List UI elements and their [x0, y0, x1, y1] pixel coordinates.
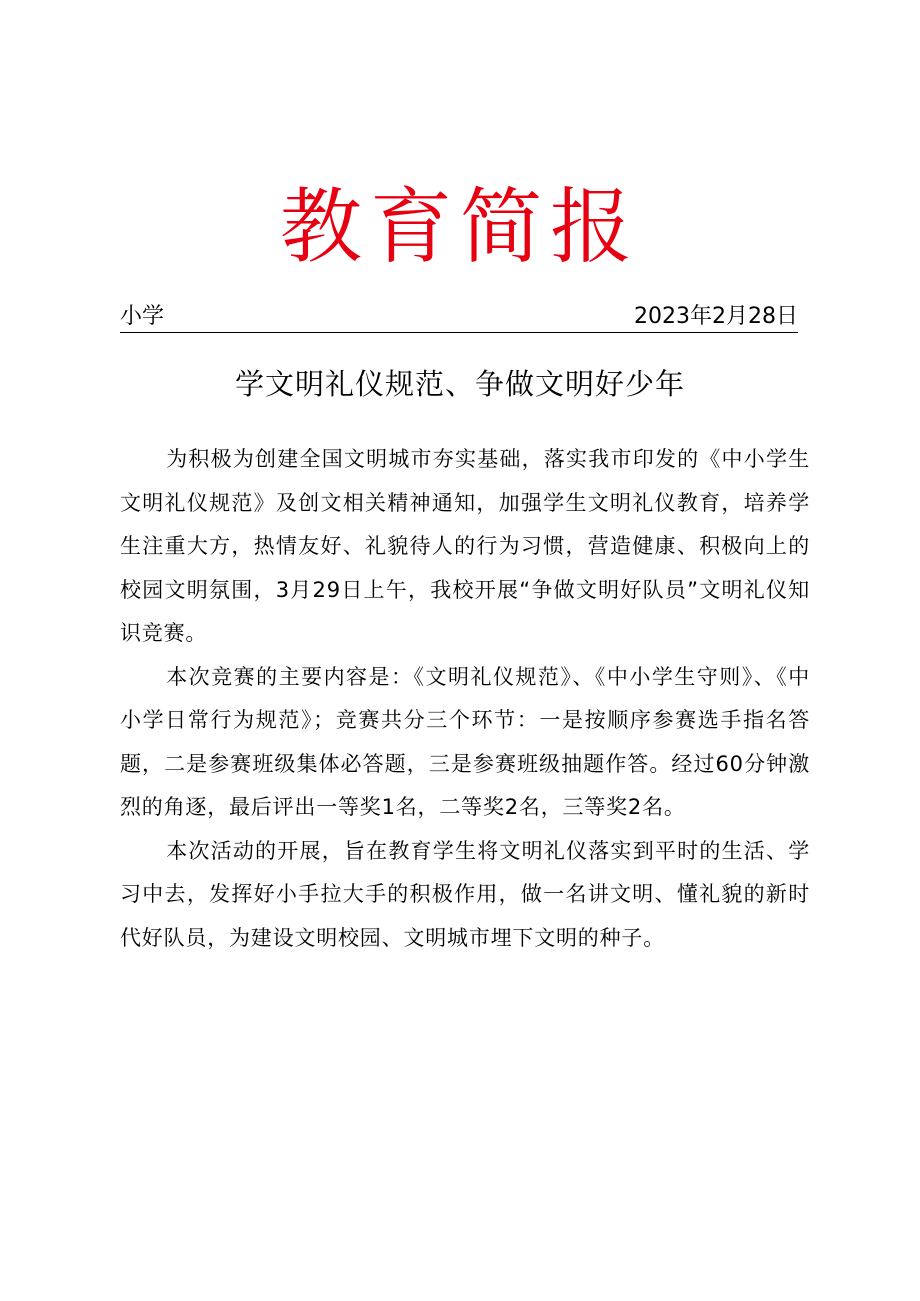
paragraph: 本次竞赛的主要内容是：《文明礼仪规范》、《中小学生守则》、《中小学日常行为规范》；竞赛共分三个环节：一是按顺序参赛选手指名答题，二是参赛班级集体必答题，三是参赛班级抽题作答。经过60分钟激烈的角逐，最后评出一等奖1名，二等奖2名，三等奖2名。 [120, 664, 810, 819]
issuer-label: 小学 [120, 304, 165, 329]
article-body [120, 438, 810, 960]
article-headline: 学文明礼仪规范、争做文明好少年 [234, 367, 685, 401]
issue-date: 2023年2月28日 [634, 304, 798, 329]
dateline [120, 302, 798, 333]
paragraph: 本次活动的开展，旨在教育学生将文明礼仪落实到平时的生活、学习中去，发挥好小手拉大手的积极作用，做一名讲文明、懂礼貌的新时代好队员，为建设文明校园、文明城市埋下文明的种子。 [120, 838, 810, 950]
masthead-title: 教育简报 [279, 180, 640, 275]
paragraph: 为积极为创建全国文明城市夯实基础，落实我市印发的《中小学生文明礼仪规范》及创文相关精神通知，加强学生文明礼仪教育，培养学生注重大方，热情友好、礼貌待人的行为习惯，营造健康、积极向上的校园文明氛围，3月29日上午，我校开展“争做文明好队员”文明礼仪知识竞赛。 [120, 447, 810, 645]
